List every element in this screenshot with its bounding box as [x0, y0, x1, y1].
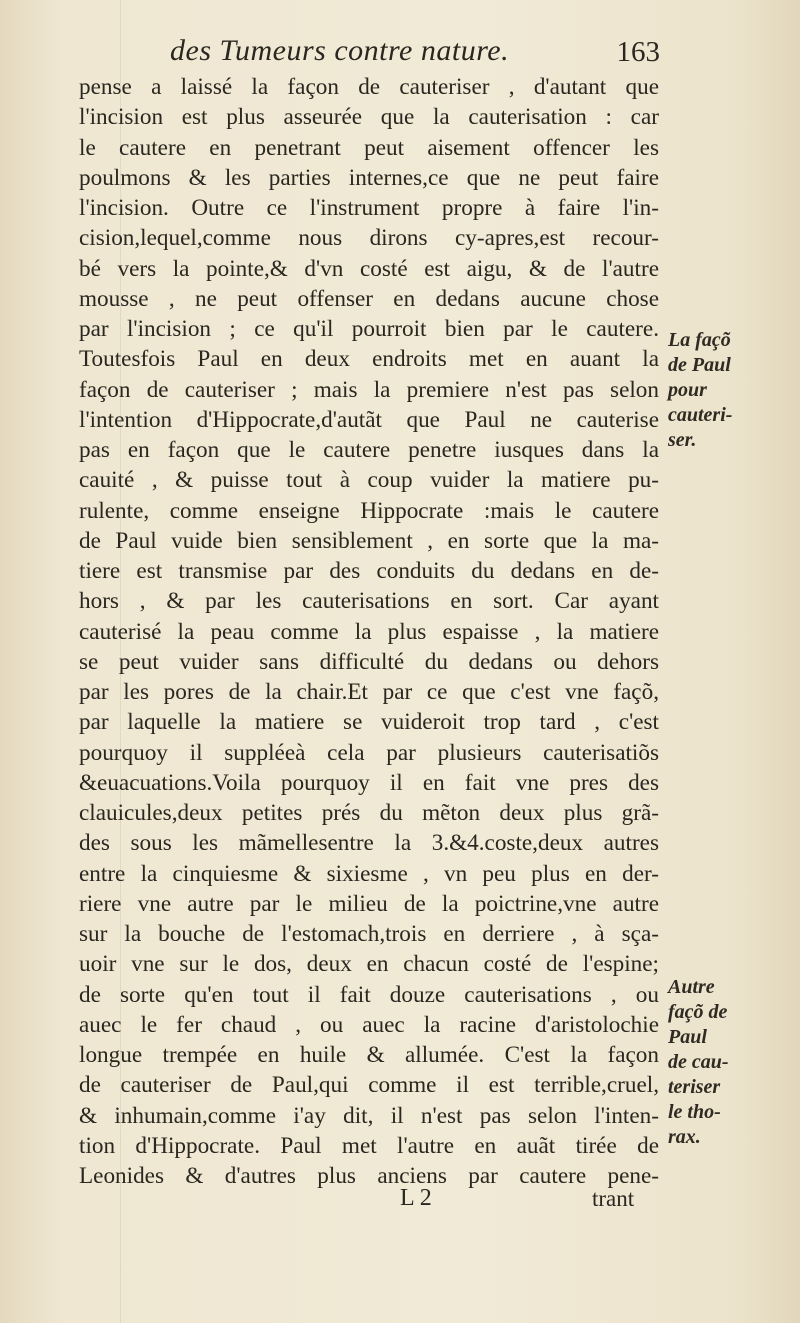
margin-note-line: teriser [668, 1076, 721, 1098]
signature-mark: L 2 [400, 1185, 432, 1211]
text-line: longue trempée en huile & allumée. C'est la façon [79, 1042, 659, 1068]
text-line: bé vers la pointe,& d'vn costé est aigu, & de l'autre [79, 255, 659, 282]
margin-note-paul-method [668, 328, 778, 453]
text-line: & inhumain,comme i'ay dit, il n'est pas selon l'inten- [79, 1102, 659, 1129]
text-line: cauité , & puisse tout à coup vuider la matiere pu- [79, 467, 659, 494]
text-line: se peut vuider sans difficulté du dedans ou dehors [79, 648, 659, 675]
text-line: façon de cauteriser ; mais la premiere n'est pas selon [79, 376, 659, 403]
margin-note-other-paul-method [668, 975, 778, 1150]
margin-note-line: façõ de [668, 1001, 728, 1023]
margin-note-line: Autre [668, 976, 715, 998]
text-line: entre la cinquiesme & sixiesme , vn peu plus en der- [79, 860, 659, 887]
margin-note-line: La façõ [668, 329, 731, 351]
text-line: par l'incision ; ce qu'il pourroit bien par le cautere. [79, 316, 659, 342]
text-line: rulente, comme enseigne Hippocrate :mais le cautere [79, 497, 659, 524]
text-line: cision,lequel,comme nous dirons cy-apres,est recour- [79, 225, 659, 252]
text-line: uoir vne sur le dos, deux en chacun costé de l'espine; [79, 951, 659, 978]
text-line: sur la bouche de l'estomach,trois en derriere , à sça- [79, 921, 659, 947]
text-line: poulmons & les parties internes,ce que ne peut faire [79, 164, 659, 191]
text-line: riere vne autre par le milieu de la poictrine,vne autre [79, 890, 659, 917]
text-line: tion d'Hippocrate. Paul met l'autre en auãt tirée de [79, 1132, 659, 1159]
page-header [160, 34, 660, 74]
text-line: hors , & par les cauterisations en sort. Car ayant [79, 588, 659, 615]
margin-note-line: le tho- [668, 1101, 721, 1123]
text-line: l'incision est plus asseurée que la cauterisation : car [79, 104, 659, 131]
text-line: pourquoy il suppléeà cela par plusieurs cauterisatiõs [79, 739, 659, 766]
body-text [79, 72, 659, 1191]
text-line: de sorte qu'en tout il fait douze cauterisations , ou [79, 981, 659, 1008]
text-line: le cautere en penetrant peut aisement offencer les [79, 134, 659, 161]
text-line: de Paul vuide bien sensiblement , en sorte que la ma- [79, 527, 659, 554]
text-line: Toutesfois Paul en deux endroits met en auant la [79, 346, 659, 373]
text-line: Leonides & d'autres plus anciens par cautere pene- [79, 1163, 659, 1189]
text-line: de cauteriser de Paul,qui comme il est terrible,cruel, [79, 1072, 659, 1099]
catchword: trant [592, 1186, 635, 1211]
margin-note-line: pour [668, 379, 707, 401]
text-line: auec le fer chaud , ou auec la racine d'aristolochie [79, 1011, 659, 1038]
text-line: mousse , ne peut offenser en dedans aucune chose [79, 285, 659, 312]
text-line: &euacuations.Voila pourquoy il en fait vne pres des [79, 769, 659, 796]
margin-note-line: Paul [668, 1026, 707, 1048]
text-line: des sous les mãmellesentre la 3.&4.coste,deux autres [79, 830, 659, 857]
page-number: 163 [616, 36, 660, 68]
margin-note-line: de Paul [668, 354, 731, 376]
text-line: pas en façon que le cautere penetre iusques dans la [79, 437, 659, 463]
text-line: pense a laissé la façon de cauteriser , d'autant que [79, 74, 659, 100]
margin-note-line: rax. [668, 1126, 701, 1148]
text-line: cauterisé la peau comme la plus espaisse , la matiere [79, 618, 659, 645]
text-line: par les pores de la chair.Et par ce que c'est vne façõ, [79, 679, 659, 705]
text-line: l'intention d'Hippocrate,d'autãt que Paul ne cauterise [79, 406, 659, 433]
text-line: tiere est transmise par des conduits du dedans en de- [79, 558, 659, 584]
running-head: des Tumeurs contre nature. [170, 34, 510, 67]
margin-note-line: de cau- [668, 1051, 729, 1073]
margin-note-line: cauteri- [668, 404, 733, 426]
margin-note-line: ser. [668, 429, 697, 451]
text-line: clauicules,deux petites prés du mẽton deux plus grã- [79, 800, 659, 826]
text-line: l'incision. Outre ce l'instrument propre à faire l'in- [79, 195, 659, 221]
text-line: par laquelle la matiere se vuideroit trop tard , c'est [79, 709, 659, 736]
